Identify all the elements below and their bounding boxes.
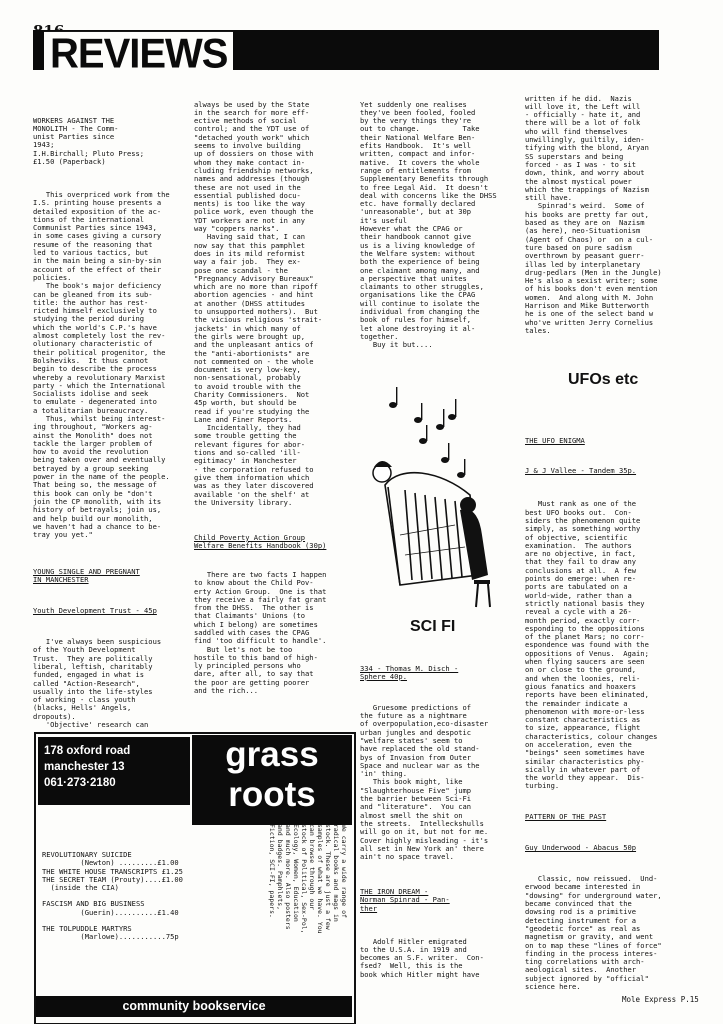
- review-body-cpag-continued: Yet suddenly one realises they've been fooled, fooled by the very things they're out to change. Take their National Welfare Ben- efits Handbook. It's well written, compact and infor- mative. It covers the whole range of entitlements from Supplementary Benefits through to free Legal Aid. It doesn't deal with concerns like the DHSS etc. have formally declared 'unreasonable', but at 30p it's useful However what the CPAG or their handbook cannot give us is a living knowledge of the Welfare system: without both the experience of being one claimant among many, and a perspective that unites claimants to other struggles, organisations like the CPAG will continue to isolate the individual from changing the book of rules for himself, let alone destroying it al- together. Buy it but....: [360, 99, 497, 350]
- review-heading-young-single-pregnant: YOUNG SINGLE AND PREGNANT IN MANCHESTER: [33, 567, 140, 585]
- advert-phone: 061·273·2180: [44, 777, 116, 789]
- advert-title-line-1: grass: [225, 735, 319, 774]
- advert-book-line: THE TOLPUDDLE MARTYRS: [42, 924, 132, 934]
- ufos-section-label: UFOs etc: [568, 371, 639, 388]
- review-heading-cpag-handbook: Child Poverty Action Group Welfare Benefits Handbook (30p): [194, 532, 327, 551]
- advert-address-line-2: manchester 13: [44, 761, 125, 773]
- column-1: [33, 100, 191, 746]
- review-body-iron-dream: Adolf Hitler emigrated to the U.S.A. in 1919 and becomes an S.F. writer. Con- fsed? Well, this is the book which Hitler might have: [360, 936, 484, 979]
- advert-title-line-2: roots: [228, 775, 316, 814]
- column-4: [525, 78, 695, 352]
- advert-vertical-text: We carry a wide range of radical books and mags in stock. These are just a few samples of what we have. You can browse through our stock of Political, Sex-Pol, Ecology, Women, Education and much more. Also posters and badges. Pamphlets, Fiction, SCI-FI, papers.: [268, 824, 348, 934]
- review-heading-ufo-enigma: THE UFO ENIGMA: [525, 435, 585, 445]
- review-body-pattern-of-the-past: Classic, now reissued. Und- erwood became interested in "dowsing" for underground water, became convinced that the dowsing rod is a primitive detecting instrument for a "geodetic force" as real as magnetism or gravity, and went on to map these "lines of force" finding in the process interes- ting correlations with arch- aeological sites. Another subject ignored by "official" science here.: [525, 874, 662, 991]
- review-body-young-single-pregnant: I've always been suspicious of the Youth Development Trust. They are politically liberal, leftish, charitably funded, engaged in what is called "Action-Research", usually into the life-styles of working - class youth (blacks, Hells' Angels, dropouts). 'Objective' research can: [33, 637, 162, 730]
- review-subheading-ufo-enigma: J & J Vallee - Tandem 35p.: [525, 466, 637, 476]
- music-notes-icon: [389, 387, 465, 478]
- advert-book-line: THE WHITE HOUSE TRANSCRIPTS £1.25: [42, 866, 183, 876]
- review-heading-workers-against-the-monolith: WORKERS AGAINST THE MONOLITH - The Comm- unist Parties since 1943; I.H.Birchall; Pluto Press; £1.50 (Paperback): [33, 115, 145, 167]
- advert-vertical-text-box: [250, 824, 348, 996]
- review-subheading-youth-development-trust: Youth Development Trust - 45p: [33, 606, 157, 616]
- advert-address-line-1: 178 oxford road: [44, 745, 131, 757]
- harpist-figure-icon: [373, 461, 490, 607]
- advert-address-block: [38, 737, 190, 805]
- section-title: REVIEWS: [44, 32, 233, 76]
- advert-book-line: (Guerin)..........£1.40: [42, 907, 179, 917]
- advert-book-line: (Newton) .........£1.00: [42, 858, 179, 868]
- review-heading-iron-dream: THE IRON DREAM - Norman Spinrad - Pan- ther: [360, 887, 450, 913]
- advert-book-line: FASCISM AND BIG BUSINESS: [42, 899, 145, 909]
- page-footer-credit: Mole Express P.15: [622, 995, 699, 1004]
- advert-book-line: (inside the CIA): [42, 883, 119, 893]
- advert-book-line: (Marlowe)...........75p: [42, 932, 179, 942]
- review-body-iron-dream-continued: written if he did. Nazis will love it, the Left will - officially - hate it, and there will be a lot of folk who will find themselves unwillingly, guiltily, iden- tifying with the blond, Aryan SS superstars and being forced - as I was - to sit down, think, and worry about the almost mystical power which the trappings of Nazism still have. Spinrad's weird. Some of his books are pretty far out, based as they are on Nazism (as here), neo-Situationism (Agent of Chaos) or on a cul- ture based on pure sadism overthrown by peasant guerr- illas led by interplanetary drug-pedlars (Men in the Jungle) He's also a sexist writer; some of his books don't even mention women. And along with M. John Harrison and Mike Butterworth he is one of the select band w who've written Jerry Cornelius tales.: [525, 93, 662, 335]
- review-subheading-pattern-of-the-past: Guy Underwood - Abacus 50p: [525, 843, 637, 853]
- review-body-continued: always be used by the State in the search for more eff- ective methods of social control; and the YDT use of "detached youth work" which seems to involve building up of dossiers on those with whom they make contact in- cluding friendship networks, names and addresses (though these are not used in the essential published docu- ments) is too like the way police work, even though the YDT workers are not in any way "coppers narks". Having said that, I can now say that this pamphlet does in its mild reformist way a fair job. They ex- pose one scandal - the "Pregnancy Advisory Bureaux" which are no more than ripoff abortion agencies - and hint at another (DHSS attitudes to unsupported mothers). But the vicious religious 'strait- jackets' in which many of the girls were brought up, and the unpleasant antics of the "anti-abortionists" are not commented on - the whole document is very low-key, non-sensational, probably to avoid trouble with the Charity Commissioners. Not 45p worth, but should be read if you're studying the Lane and Finer Reports. Incidentally, they had some trouble getting the relevant figures for abor- tions and so-called 'ill- egitimacy' in Manchester - the corporation refused to give them information which was as they later discovered available 'on the shelf' at the University library.: [194, 99, 323, 507]
- advert-book-list: [42, 851, 242, 942]
- review-heading-pattern-of-the-past: PATTERN OF THE PAST: [525, 812, 607, 822]
- review-heading-334: 334 - Thomas M. Disch - Sphere 40p.: [360, 663, 459, 681]
- column-2: [194, 84, 356, 712]
- harp-player-illustration: [360, 375, 520, 615]
- column-3-lower: [360, 648, 520, 996]
- advert-book-line: THE SECRET TEAM (Prouty)....£1.00: [42, 874, 183, 884]
- column-3: [360, 84, 520, 366]
- column-4-lower: [525, 420, 695, 1008]
- review-body-cpag-handbook: There are two facts I happen to know about the Child Pov- erty Action Group. One is that they receive a fairly fat grant from the DHSS. The other is that Claimants' Unions (to which I belong) are sometimes saddled with cases the CPAG find 'too difficult to handle'. But let's not be too hostile to this band of high- ly principled persons who dare, after all, to say that the poor are getting poorer and the rich...: [194, 569, 327, 696]
- scifi-section-label: SCI FI: [410, 618, 456, 635]
- advert-book-line: REVOLUTIONARY SUICIDE: [42, 850, 132, 859]
- review-body-334: Gruesome predictions of the future as a nightmare of overpopulation,eco-disaster urban jungles and despotic "welfare states' seem to have replaced the old stand- bys of Invasion from Outer Space and nuclear war as the 'in' thing. This book might, like "Slaughterhouse Five" jump the barrier between Sci-Fi and "literature". You can almost smell the shit on the streets. Intelleckshulls will go on it, but not for me. Cover highly misleading - it's all set in New York an' there ain't no space travel.: [360, 702, 489, 862]
- advert-footer: community bookservice: [36, 996, 352, 1017]
- advert-title-block: [192, 735, 352, 825]
- review-body-workers-against-the-monolith: This overpriced work from the I.S. printing house presents a detailed exposition of the ac- tions of the international Communist Parties since 1943, in some cases giving a cursory resume of the reasoning that led to various tactics, but in the main being a sin-by-sin account of the effect of their policies. The book's major deficiency can be gleaned from its sub- title: the author has rest- ricted himself exclusively to studying the period during which the world's C.P.'s have almost completely lost the rev- olutionary characteristic of their political progenitor, the Bolsheviks. It thus cannot begin to describe the process whereby a revolutionary Marxist party - which the International Socialists idolise and seek to emulate - degenerated into a totalitarian bureaucracy. Thus, whilst being interest- ing throughout, "Workers ag- ainst the Monolith" does not tackle the larger problem of how to avoid the revolution being taken over and eventually betrayed by a group seeking power in the name of the people. That being so, the message of this book can only be "don't join the CP monolith, with its history of betrayals; join us, and help build our monolith, we haven't had a chance to be- tray you yet.": [33, 189, 170, 540]
- review-body-ufo-enigma: Must rank as one of the best UFO books out. Con- siders the phenomenon quite simply, as something worthy of objective, scientific examination. The authors are no objective, in fact, that they fail to draw any conclusions at all. A few points do emerge: when re- ports are tabulated on a world-wide, rather than a strictly national basis they reveal a cycle with a 26- month period, exactly corr- esponding to the oppositions of the planet Mars; no corr- espondence was found with the oppositions of Venus. Again; when flying saucers are seen on or close to the ground, and when the loonies, reli- gious fanatics and hoaxers reports have been eliminated, the remainder indicate a phenomenon with more-or-less constant characteristics as to size, appearance, flight characteristics, colour changes on acceleration, even the "beings" seen sometimes have similar characteristics phy- sically in whatever part of the world they appear. Dis- turbing.: [525, 499, 658, 791]
